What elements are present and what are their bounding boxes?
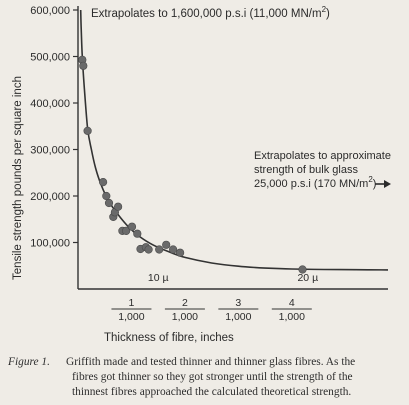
- figure-number: Figure 1.: [8, 356, 50, 368]
- x-tick-numerator: 4: [288, 297, 295, 309]
- figure-caption: [8, 355, 404, 400]
- x-tick-denominator: 1,000: [118, 311, 145, 323]
- caption-line-2: fibres got thinner so they got stronger until the strength of the: [72, 371, 353, 383]
- y-tick-label: 500,000: [30, 51, 70, 64]
- data-point: [99, 178, 107, 186]
- y-tick-label: 300,000: [30, 144, 70, 157]
- y-axis-label: Tensile strength pounds per square inch: [12, 76, 24, 280]
- x-tick-denominator: 1,000: [171, 311, 199, 323]
- bulk-glass-annotation-line2: strength of bulk glass: [254, 164, 358, 176]
- y-tick-label: 600,000: [30, 5, 70, 17]
- data-point: [114, 203, 122, 211]
- x-tick-numerator: 1: [128, 297, 135, 309]
- data-point: [105, 199, 113, 207]
- data-point: [103, 192, 111, 200]
- data-point: [169, 246, 177, 254]
- label-20-micron: 20 µ: [297, 272, 319, 284]
- data-point: [155, 246, 163, 254]
- bulk-glass-annotation-line3: 25,000 p.s.i (170 $MN/m^2$): [254, 175, 377, 190]
- x-tick-denominator: 1,000: [278, 311, 305, 323]
- caption-line-1: Griffith made and tested thinner and thinner glass fibres. As the: [66, 356, 356, 368]
- data-point: [80, 62, 88, 70]
- bulk-glass-annotation-line1: Extrapolates to approximate: [254, 150, 391, 162]
- y-tick-label: 200,000: [30, 191, 70, 203]
- data-point: [145, 246, 153, 254]
- data-point: [84, 127, 92, 135]
- x-tick-numerator: 3: [235, 297, 242, 309]
- x-axis-ticks: [111, 297, 311, 323]
- data-point: [128, 223, 136, 231]
- data-point: [176, 249, 184, 257]
- label-10-micron: 10 µ: [147, 272, 169, 284]
- data-point: [134, 230, 142, 238]
- y-tick-label: 100,000: [30, 237, 70, 250]
- arrow-right-icon: [375, 180, 391, 188]
- y-axis-ticks: [30, 5, 78, 250]
- y-tick-label: 400,000: [30, 98, 70, 110]
- x-axis-label: Thickness of fibre, inches: [104, 332, 234, 344]
- top-annotation: Extrapolates to 1,600,000 p.s.i (11,000 $MN/m^2$): [91, 5, 330, 20]
- x-tick-numerator: 2: [181, 297, 188, 309]
- data-point: [162, 241, 170, 249]
- axes: [78, 6, 388, 289]
- caption-line-3: thinnest fibres approached the calculated theoretical strength.: [72, 386, 352, 398]
- x-tick-denominator: 1,000: [225, 311, 252, 323]
